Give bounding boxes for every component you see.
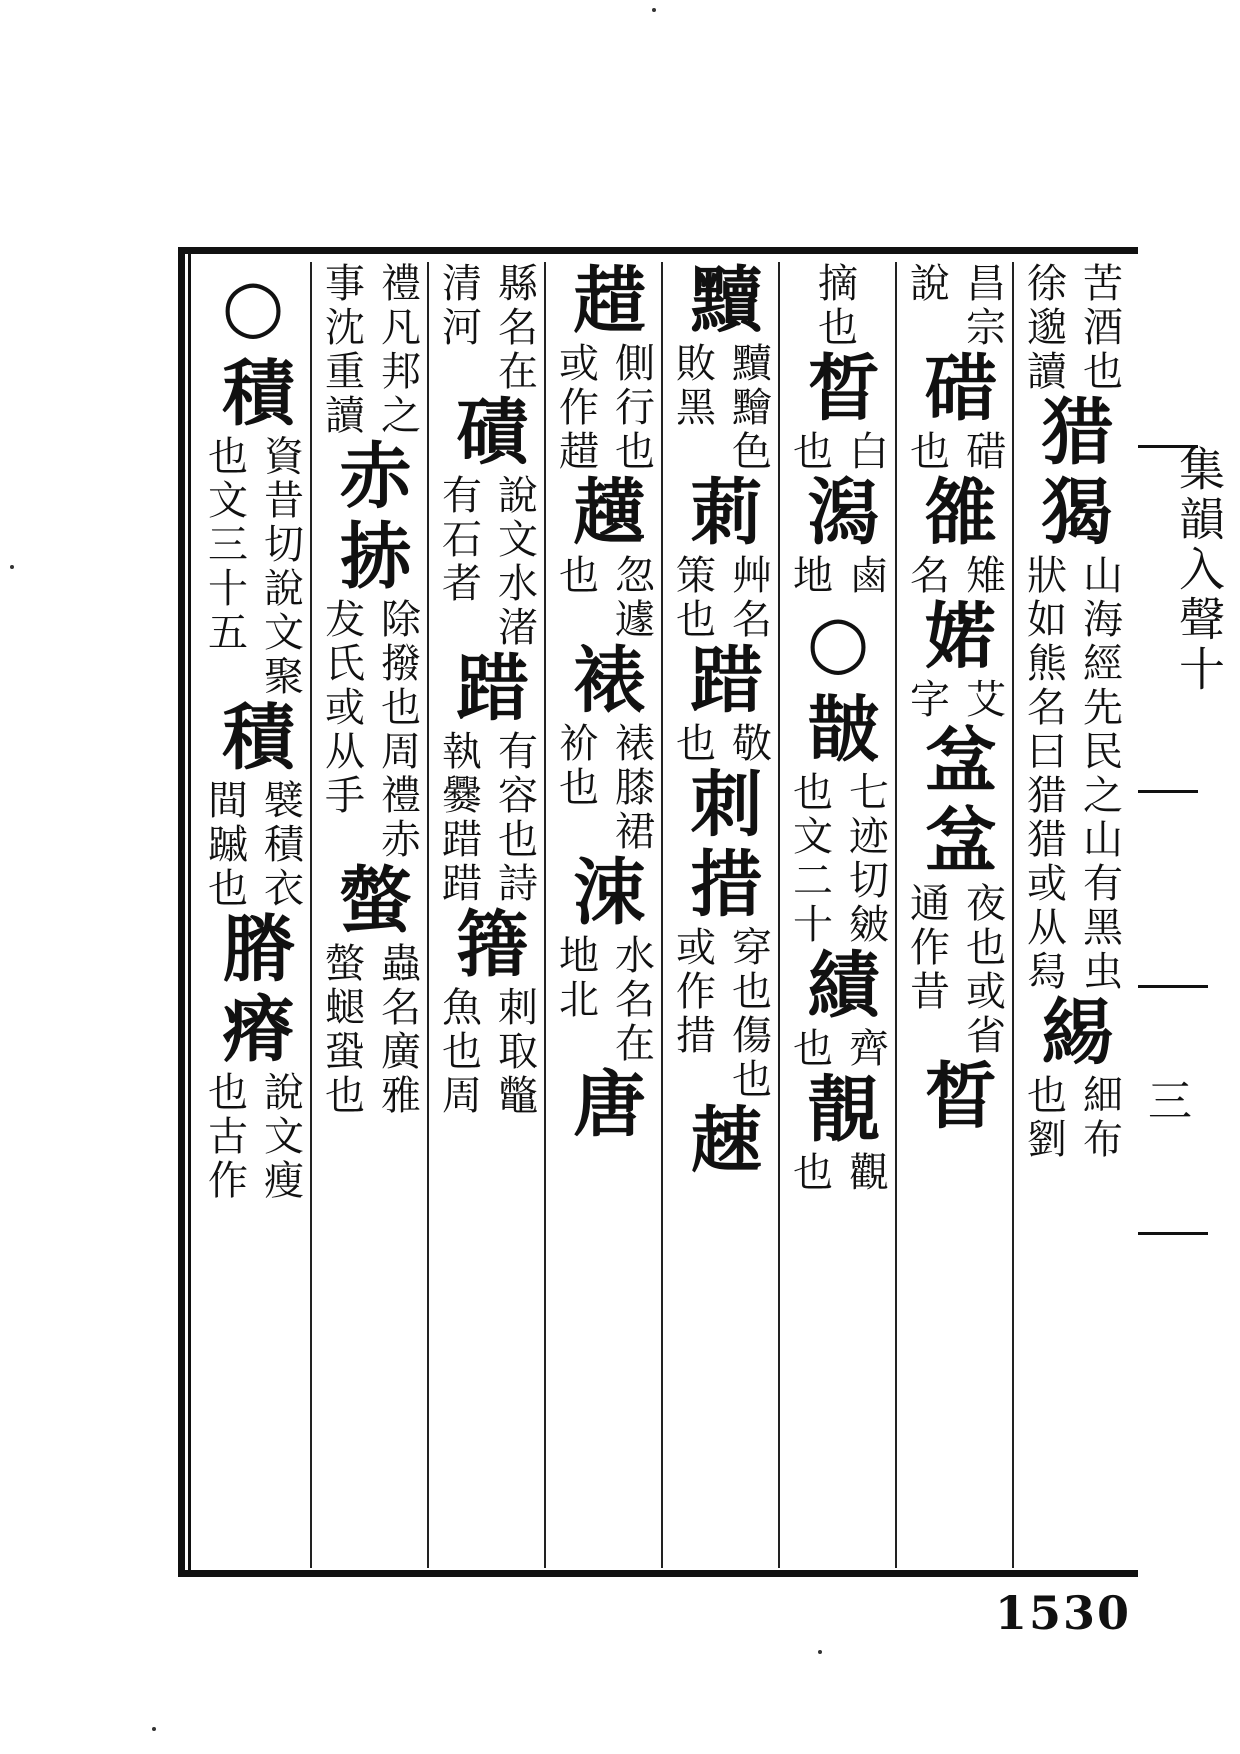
annotation-line: 也 — [786, 1027, 833, 1071]
annotation — [902, 262, 1008, 350]
text-column — [896, 262, 1013, 1562]
annotation-line: 或作措 — [669, 926, 716, 1058]
annotation-line: 縣名在 — [491, 262, 538, 394]
headword: 莿 — [678, 474, 764, 554]
headword: 簎 — [444, 906, 530, 986]
annotation — [551, 934, 657, 1066]
annotation-line: 鹵 — [842, 554, 889, 598]
annotation — [317, 598, 423, 862]
annotation-line: 清河 — [435, 262, 482, 350]
margin-rule-bottom — [1138, 790, 1198, 793]
annotation — [1019, 1074, 1125, 1162]
headword: 績 — [795, 947, 881, 1027]
annotation-line: 也 — [669, 722, 716, 766]
annotation-line: 黷䵳色 — [725, 342, 772, 474]
annotation-line: 艾 — [959, 678, 1006, 722]
annotation — [551, 342, 657, 474]
annotation-line: 蟲名廣雅 — [374, 942, 421, 1118]
headword: 裱 — [561, 642, 647, 722]
annotation-line: 也古作 — [201, 1071, 248, 1203]
headword: ○皵 — [795, 598, 881, 771]
margin-tick — [1138, 1232, 1208, 1235]
text-column — [779, 262, 896, 1562]
headword: 踖 — [444, 650, 530, 730]
headword: 趚 — [678, 1102, 764, 1182]
annotation-line: 白 — [842, 430, 889, 474]
annotation-line: 艸名 — [725, 554, 772, 642]
annotation — [668, 342, 774, 474]
annotation-line: 說 — [903, 262, 950, 306]
annotation — [434, 474, 540, 650]
annotation-line: 地北 — [552, 934, 599, 1022]
headword: 婼 — [912, 598, 998, 678]
text-column — [311, 262, 428, 1562]
annotation-line: 事沈重讀 — [318, 262, 365, 438]
annotation-line: 也 — [786, 1151, 833, 1195]
headword: 踖 — [678, 642, 764, 722]
annotation-line: 執爨踖踖 — [435, 730, 482, 906]
annotation — [1019, 262, 1125, 394]
annotation-line: 齊 — [842, 1027, 889, 1071]
annotation — [551, 722, 657, 854]
annotation-line: 側行也 — [608, 342, 655, 474]
scan-speck — [10, 565, 14, 569]
annotation-line: 螫螁蛩也 — [318, 942, 365, 1118]
text-column — [428, 262, 545, 1562]
annotation-line: 昌宗 — [959, 262, 1006, 350]
annotation-line: 夜也或省 — [959, 882, 1006, 1058]
text-column — [545, 262, 662, 1562]
annotation-line: 說文瘦 — [257, 1071, 304, 1203]
headword: 緆 — [1029, 994, 1115, 1074]
headword: 趞 — [561, 262, 647, 342]
annotation-line: 也 — [786, 430, 833, 474]
annotation — [551, 554, 657, 642]
annotation-line: 也文二十 — [786, 771, 833, 947]
margin-fragment: 三 — [1148, 1076, 1192, 1127]
annotation-line: 狀如熊名曰猎猎或从舄 — [1020, 554, 1067, 994]
annotation-line: 禮凡邦之 — [374, 262, 421, 438]
annotation-line: 雉 — [959, 554, 1006, 598]
annotation-line: 也劉 — [1020, 1074, 1067, 1162]
annotation-line: 山海經先民之山有黑虫 — [1076, 554, 1123, 994]
annotation-line: 或作趞 — [552, 342, 599, 474]
annotation — [317, 942, 423, 1118]
annotation — [785, 430, 891, 474]
headword: 涑 — [561, 854, 647, 934]
annotation — [434, 730, 540, 906]
headword: 㿽㿽 — [912, 722, 998, 882]
headword: 刺措 — [678, 766, 764, 926]
headword: 猎猲 — [1029, 394, 1115, 554]
annotation — [785, 1151, 891, 1195]
annotation — [200, 435, 306, 699]
annotation-line: 裱膝裙 — [608, 722, 655, 854]
annotation-line: 說文水渚 — [491, 474, 538, 650]
annotation-line: 襞積衣 — [257, 779, 304, 911]
annotation-line: 觀 — [842, 1151, 889, 1195]
annotation-line: 刺取鼈 — [491, 986, 538, 1118]
text-column — [194, 262, 311, 1562]
annotation — [902, 882, 1008, 1058]
headword: 唐 — [561, 1066, 647, 1146]
annotation-line: 敗黑 — [669, 342, 716, 430]
headword: 赤捇 — [327, 438, 413, 598]
annotation-line: 細布 — [1076, 1074, 1123, 1162]
headword: 晳 — [912, 1058, 998, 1138]
scan-speck — [652, 8, 656, 12]
annotation-line: 有石者 — [435, 474, 482, 606]
annotation — [902, 430, 1008, 474]
annotation-line: 地 — [786, 554, 833, 598]
annotation-line: 徐邈讀 — [1020, 262, 1067, 394]
annotation — [810, 262, 866, 350]
headword: 磧 — [444, 394, 530, 474]
frame-inner-rule — [188, 254, 191, 1570]
scan-speck — [152, 1727, 156, 1731]
annotation-line: 魚也周 — [435, 986, 482, 1118]
annotation — [668, 554, 774, 642]
annotation-line: 七迹切皴 — [842, 771, 889, 947]
page-number: 1530 — [995, 1586, 1132, 1640]
annotation-line: 也文三十五 — [201, 435, 248, 655]
annotation-line: 苦酒也 — [1076, 262, 1123, 394]
margin-title: 集韻入聲十 — [1172, 445, 1226, 695]
headword: 積 — [210, 699, 296, 779]
annotation-line: 衸也 — [552, 722, 599, 810]
headword: 靚 — [795, 1071, 881, 1151]
annotation-line: 犮氏或从手 — [318, 598, 365, 818]
annotation-line: 敬 — [725, 722, 772, 766]
headword: ○積 — [210, 262, 296, 435]
headword: 趪 — [561, 474, 647, 554]
annotation — [1019, 554, 1125, 994]
annotation-line: 有容也詩 — [491, 730, 538, 906]
text-column — [1013, 262, 1130, 1562]
headword: 膌瘠 — [210, 911, 296, 1071]
headword: 螫 — [327, 862, 413, 942]
annotation-line: 間䠞也 — [201, 779, 248, 911]
headword: 黷 — [678, 262, 764, 342]
annotation — [434, 262, 540, 394]
headword: 雒 — [912, 474, 998, 554]
annotation — [902, 554, 1008, 598]
annotation — [434, 986, 540, 1118]
annotation-line: 穿也傷也 — [725, 926, 772, 1102]
headword: 潟 — [795, 474, 881, 554]
margin-tick — [1138, 985, 1208, 988]
annotation — [200, 779, 306, 911]
annotation — [317, 262, 423, 438]
scan-speck — [818, 1650, 822, 1654]
text-column — [662, 262, 779, 1562]
annotation-line: 也 — [903, 430, 950, 474]
annotation — [785, 1027, 891, 1071]
annotation — [785, 771, 891, 947]
annotation — [668, 926, 774, 1102]
headword: 碏 — [912, 350, 998, 430]
annotation-line: 忽遽 — [608, 554, 655, 642]
annotation-line: 通作昔 — [903, 882, 950, 1014]
annotation — [668, 722, 774, 766]
annotation-line: 資昔切說文聚 — [257, 435, 304, 699]
annotation-line: 名 — [903, 554, 950, 598]
annotation-line: 摘也 — [811, 262, 858, 350]
headword: 晳 — [795, 350, 881, 430]
annotation-line: 除撥也周禮赤 — [374, 598, 421, 862]
annotation — [785, 554, 891, 598]
annotation-line: 策也 — [669, 554, 716, 642]
annotation — [902, 678, 1008, 722]
annotation-line: 水名在 — [608, 934, 655, 1066]
annotation — [200, 1071, 306, 1203]
annotation-line: 碏 — [959, 430, 1006, 474]
annotation-line: 字 — [903, 678, 950, 722]
annotation-line: 也 — [552, 554, 599, 598]
